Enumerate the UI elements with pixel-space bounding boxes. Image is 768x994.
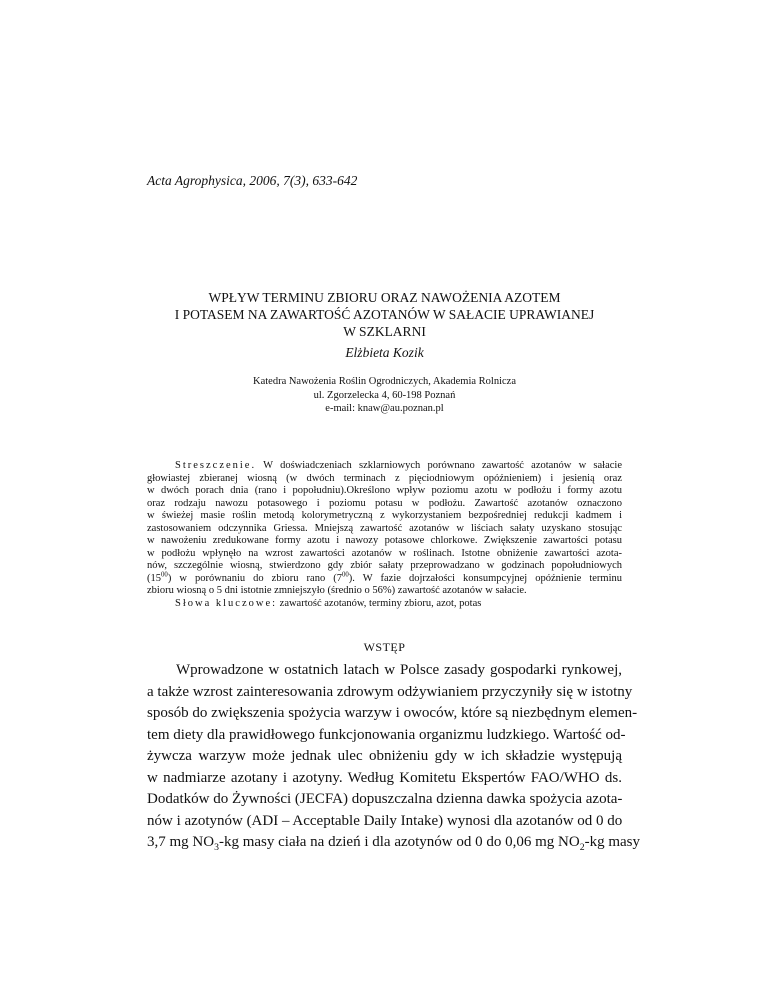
journal-citation: Acta Agrophysica, 2006, 7(3), 633-642 (147, 173, 358, 188)
subscript: 3 (214, 842, 219, 853)
body-text-part: 3,7 mg NO (147, 834, 215, 850)
affiliation-email: e-mail: knaw@au.poznan.pl (325, 403, 444, 414)
keywords-text: zawartość azotanów, terminy zbioru, azot, potas (277, 597, 482, 609)
section-body (147, 660, 641, 854)
abstract-text-part: ) w porównaniu do zbioru rano (7 (167, 572, 342, 584)
body-line-1: a także wzrost zainteresowania zdrowym odżywianiem przyczyniły się w istotny (147, 683, 633, 700)
abstract-label: Streszczenie. (175, 460, 257, 471)
abstract-line-6: w nawożeniu zredukowane formy azotu i nawozy potasowe chlorkowe. Zwiększenie zawartości potasu (147, 535, 622, 546)
title-line: W SZKLARNI (343, 324, 426, 339)
body-line-3: tem diety dla prawidłowego funkcjonowania organizmu ludzkiego. Wartość od- (147, 726, 626, 743)
abstract-line-3: oraz rodzaju nawozu potasowego i poziomu potasu w podłożu. Zawartość azotanów oznaczono (147, 497, 622, 509)
abstract-line-9 (147, 573, 622, 586)
author-name: Elżbieta Kozik (345, 345, 424, 360)
abstract-line-2: w dwóch porach dnia (rano i popołudniu).Określono wpływ poziomu azotu w podłożu i formy azotu (147, 485, 622, 496)
section-heading: WSTĘP (363, 640, 406, 654)
body-line-6: Dodatków do Żywności (JECFA) dopuszczalna dzienna dawka spożycia azota- (147, 791, 623, 807)
article-title (147, 289, 622, 340)
abstract-line-8: nów, szczególnie wiosną, stwierdzono gdy zbiór sałaty przeprowadzano w godzinach popołudniowych (147, 560, 622, 571)
abstract-text (147, 460, 622, 473)
superscript: 00 (341, 571, 349, 578)
body-line-2: sposób do zwiększenia spożycia warzyw i owoców, które są niezbędnym elemen- (147, 705, 638, 721)
body-line-7: nów i azotynów (ADI – Acceptable Daily Intake) wynosi dla azotanów od 0 do (147, 812, 623, 829)
abstract-text-part: (15 (147, 572, 161, 584)
abstract-line-text: W doświadczeniach szklarniowych porównano zawartość azotanów w sałacie (256, 460, 622, 471)
abstract-line-0 (147, 460, 622, 473)
affiliation-address: ul. Zgorzelecka 4, 60-198 Poznań (313, 389, 456, 401)
body-text-part: -kg masy (584, 834, 641, 850)
abstract-line-4: w świeżej masie roślin metodą kolorymetryczną z wykorzystaniem bezpośredniej redukcji kadmem i (147, 510, 622, 521)
title-line: WPŁYW TERMINU ZBIORU ORAZ NAWOŻENIA AZOTEM (208, 290, 561, 305)
body-line-4: żywcza warzyw może jednak ulec obniżeniu gdy w ich składzie występują (147, 748, 622, 764)
title-line: I POTASEM NA ZAWARTOŚĆ AZOTANÓW W SAŁACIE UPRAWIANEJ (174, 307, 595, 322)
superscript: 00 (161, 571, 168, 578)
keywords (147, 598, 622, 611)
affiliation (147, 375, 622, 416)
subscript: 2 (579, 842, 585, 853)
abstract-line-7: w podłożu wpłynęło na wzrost zawartości azotanów w roślinach. Istotne obniżenie zawartości azota- (147, 547, 622, 559)
body-line-5: w nadmiarze azotany i azotyny. Według Komitetu Ekspertów FAO/WHO ds. (147, 769, 622, 786)
body-text-part: -kg masy ciała na dzień i dla azotynów od 0 do 0,06 mg NO (218, 834, 580, 850)
affiliation-institution: Katedra Nawożenia Roślin Ogrodniczych, Akademia Rolnicza (253, 376, 516, 387)
abstract-line-5: zastosowaniem odczynnika Griessa. Mniejszą zawartość azotanów w liściach sałaty uzyskano stosując (147, 522, 622, 534)
abstract-text-part: ). W fazie dojrzałości konsumpcyjnej opóźnienie terminu (348, 572, 622, 584)
body-line-8 (147, 832, 641, 854)
abstract-line-1: głowiastej zbieranej wiosną (w dwóch terminach z pięciodniowym opóźnieniem) i jesienią oraz (147, 472, 622, 484)
body-line-0: Wprowadzone w ostatnich latach w Polsce zasady gospodarki rynkowej, (176, 662, 622, 678)
abstract (147, 460, 622, 610)
abstract-line-10: zbioru wiosną o 5 dni istotnie zmniejszyło (średnio o 56%) zawartość azotanów w sałacie. (147, 585, 527, 596)
keywords-label: Słowa kluczowe: (175, 597, 278, 609)
